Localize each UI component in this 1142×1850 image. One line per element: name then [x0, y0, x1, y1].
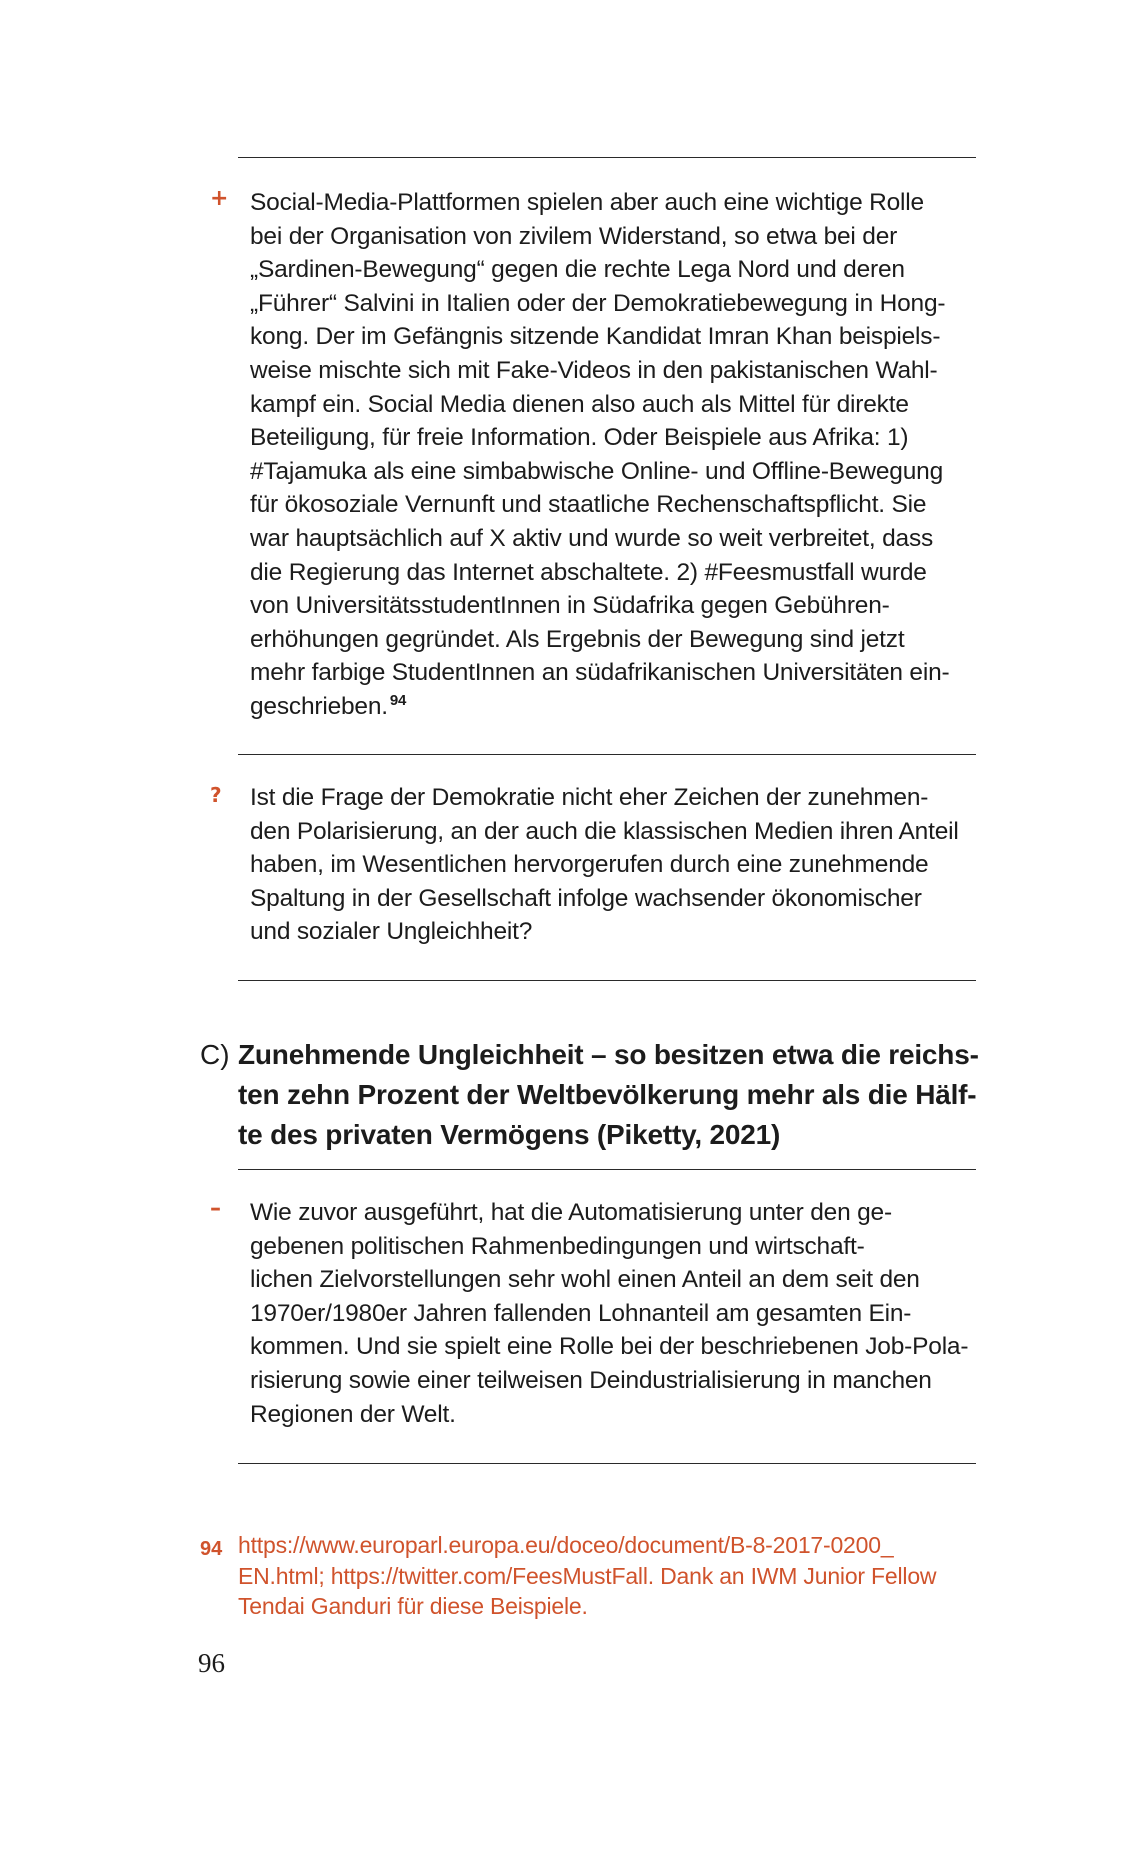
text-line: kommen. Und sie spielt eine Rolle bei der beschriebenen Job-Pola-: [250, 1333, 969, 1361]
question-text: [250, 781, 980, 949]
divider-after-minus: [238, 1463, 976, 1464]
footnote-reference[interactable]: 94: [389, 691, 407, 709]
text-line: den Polarisierung, an der auch die klassischen Medien ihren Anteil: [250, 817, 959, 845]
text-line: und sozialer Ungleichheit?: [250, 918, 533, 946]
text-line: war hauptsächlich auf X aktiv und wurde so weit verbreitet, dass: [250, 524, 934, 552]
text-line: erhöhungen gegründet. Als Ergebnis der Bewegung sind jetzt: [250, 625, 905, 653]
text-line: „Sardinen-Bewegung“ gegen die rechte Lega Nord und deren: [250, 256, 905, 284]
page-number: 96: [198, 1648, 225, 1678]
text-line: Beteiligung, für freie Information. Oder Beispiele aus Afrika: 1): [250, 424, 909, 452]
text-line: Regionen der Welt.: [250, 1400, 456, 1428]
text-line: „Führer“ Salvini in Italien oder der Demokratiebewegung in Hong-: [250, 289, 946, 317]
text-line: gebenen politischen Rahmenbedingungen und wirtschaft-: [250, 1232, 865, 1260]
text-line: #Tajamuka als eine simbabwische Online- und Offline-Bewegung: [250, 457, 943, 485]
text-line: Spaltung in der Gesellschaft infolge wachsender ökonomischer: [250, 884, 922, 912]
text-line: lichen Zielvorstellungen sehr wohl einen Anteil an dem seit den: [250, 1266, 920, 1294]
text-line-last: [250, 690, 980, 724]
heading-line: ten zehn Prozent der Weltbevölkerung mehr als die Hälf-: [238, 1079, 977, 1110]
text-line-content: geschrieben.: [250, 692, 388, 720]
footnote-link-line[interactable]: https://www.europarl.europa.eu/doceo/document/B-8-2017-0200_: [238, 1532, 894, 1558]
minus-argument-text: [250, 1196, 980, 1431]
text-line: kampf ein. Social Media dienen also auch als Mittel für direkte: [250, 390, 909, 418]
plus-argument-text: [250, 186, 980, 724]
text-line: haben, im Wesentlichen hervorgerufen durch eine zunehmende: [250, 851, 929, 879]
minus-marker-icon: –: [210, 1196, 221, 1221]
text-line: die Regierung das Internet abschaltete. 2) #Feesmustfall wurde: [250, 558, 927, 586]
text-line: Wie zuvor ausgeführt, hat die Automatisierung unter den ge-: [250, 1199, 892, 1226]
footnote-link-line[interactable]: EN.html; https://twitter.com/FeesMustFall. Dank an IWM Junior Fellow: [238, 1562, 937, 1589]
text-line: risierung sowie einer teilweisen Deindustrialisierung in manchen: [250, 1366, 932, 1394]
text-line: Ist die Frage der Demokratie nicht eher Zeichen der zunehmen-: [250, 784, 929, 811]
section-heading: [238, 1035, 978, 1155]
divider-top: [238, 157, 976, 158]
text-line: weise mischte sich mit Fake-Videos in den pakistanischen Wahl-: [250, 356, 938, 384]
text-line: kong. Der im Gefängnis sitzende Kandidat Imran Khan beispiels-: [250, 323, 941, 351]
text-line: von UniversitätsstudentInnen in Südafrika gegen Gebühren-: [250, 592, 890, 620]
divider-after-heading: [238, 1169, 976, 1170]
footnote-text: [238, 1530, 983, 1622]
heading-line: Zunehmende Ungleichheit – so besitzen etwa die reichs-: [238, 1039, 979, 1070]
question-marker-icon: ?: [210, 783, 222, 807]
divider-after-question: [238, 980, 976, 981]
section-letter: C): [200, 1039, 230, 1070]
divider-after-plus: [238, 754, 976, 755]
text-line: für ökosoziale Vernunft und staatliche Rechenschaftspflicht. Sie: [250, 491, 927, 519]
text-line: mehr farbige StudentInnen an südafrikanischen Universitäten ein-: [250, 659, 950, 687]
text-line: 1970er/1980er Jahren fallenden Lohnanteil am gesamten Ein-: [250, 1299, 912, 1327]
footnote-line: Tendai Ganduri für diese Beispiele.: [238, 1593, 588, 1619]
heading-line: te des privaten Vermögens (Piketty, 2021): [238, 1119, 781, 1150]
text-line: bei der Organisation von zivilem Widerstand, so etwa bei der: [250, 222, 898, 250]
plus-marker-icon: +: [210, 186, 229, 211]
text-line: Social-Media-Plattformen spielen aber auch eine wichtige Rolle: [250, 189, 924, 216]
footnote-number: 94: [200, 1538, 223, 1560]
